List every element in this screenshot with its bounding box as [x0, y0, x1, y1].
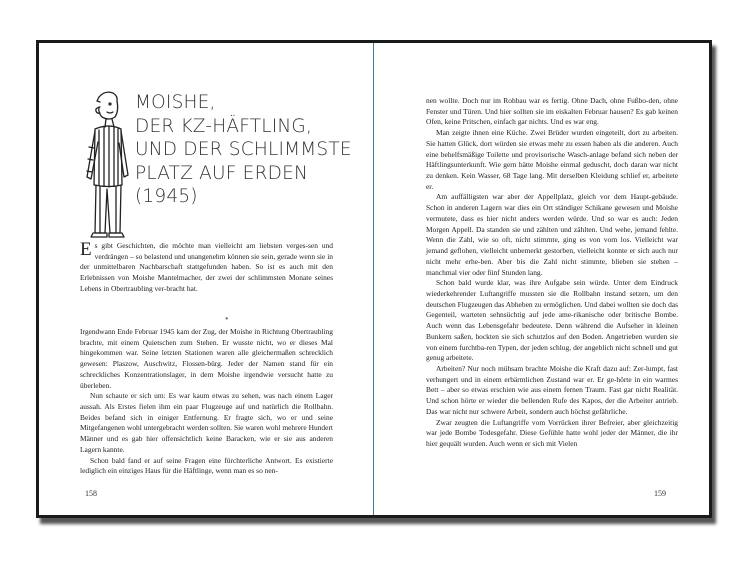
body-paragraph: Am auffälligsten war aber der Appellplatz, gleich vor dem Haupt-gebäude. Schon in anderen Lagern war dies ein Ort ständiger Schikane gewesen und Moishe vermutete, dass es hier nicht anders werden würde. Und so war es auch: Jeden Morgen Appell. Da standen sie und zählten und zählten. Und wehe, jemand fehlte. Wenn die Zahl, wie so oft, nicht stimmte, ging es von vorn los. Vielleicht war jemand geflohen, vielleicht unbemerkt gestorben, vielleicht konnte er sich auch nur nicht mehr erhe-ben. Aber bis die Zahl nicht stimmte, blieben sie stehen – manchmal vier oder fünf Stunden lang. [426, 192, 678, 277]
intro-paragraph-text: s gibt Geschichten, die möchte man vielleicht am liebsten verges-sen und verdrängen – so belastend und unangenehm können sie sein, gerade wenn sie in der unmittelbaren Nachbarschaft stattgefunden haben. So ist es auch mit den Erlebnissen von Moishe Mantelmacher, der zwei der schlimmsten Monate seines Lebens in Obertraubling ver-bracht hat. [80, 241, 333, 293]
right-body-text [426, 96, 678, 450]
section-separator: * [225, 316, 229, 324]
drop-cap: E [80, 239, 92, 260]
body-paragraph: Nun schaute er sich um: Es war kaum etwas zu sehen, was nach einem Lager aussah. Als Erstes fielen ihm ein paar Flugzeuge auf und natürlich die Rollbahn. Beides befand sich in einiger Entfernung. Er fragte sich, wo er und seine Mitgefangenen wohl untergebracht werden sollten. Sie waren wohl mehrere Hundert Männer und es gab hier offensichtlich keine Baracken, wie er sie aus anderen Lagern kannte. [80, 391, 333, 454]
body-paragraph: Schon bald wurde klar, was ihre Aufgabe sein würde. Unter dem Eindruck wiederkehrender Luftangriffe mussten sie die Rollbahn instand setzen, um den deutschen Flugzeugen das Abheben zu ermöglichen. Und dabei wollten sie doch das Gegenteil, warteten sehnsüchtig auf jede ame-rikanische oder britische Bombe. Auch wenn das Lebensgefahr bedeutete. Denn während die Aufseher in kleinen Bunkern saßen, hockten sie sich schutzlos auf den Boden. Angetrieben wurden sie von einem furchtba-ren Typen, der jeden schlug, der angeblich nicht schnell und gut genug arbeitete. [426, 278, 678, 363]
body-paragraph: Man zeigte ihnen eine Küche. Zwei Brüder wurden eingeteilt, dort zu arbeiten. Sie hatten Glück, dort würden sie etwas mehr zu essen haben als die anderen. Auch eine behelfsmäßige Toilette und provisorische Wasch-anlage befand sich neben der Häftlingsunterkunft. Wie gern hätte Moishe einmal geduscht, doch daran war nicht zu denken. Kein Wasser, 68 Tage lang. Mit derselben Kleidung schlief er, arbeitete er. [426, 128, 678, 191]
right-page [374, 43, 712, 515]
chapter-title [135, 91, 355, 209]
left-body-text [80, 327, 333, 477]
chapter-title-line: UND DER SCHLIMMSTE [135, 139, 352, 160]
body-paragraph: Arbeiten? Nur noch mühsam brachte Moishe die Kraft dazu auf: Zer-lumpt, fast verhungert und in einem erbärmlichen Zustand war er. Er ge-hörte in ein warmes Bett – aber so etwas erschien wie aus einem fernen Traum. Fast gar nicht Realität. Und schon hörte er wieder die bellenden Rufe des Kapos, der die Arbeiter antrieb. Das war nicht nur schwere Arbeit, sondern auch höchst gefährliche. [426, 363, 678, 416]
chapter-title-line: (1945) [135, 186, 198, 207]
body-paragraph: Irgendwann Ende Februar 1945 kam der Zug, der Moishe in Richtung Obertraubling brachte, mit einem Quietschen zum Stehen. Er wusste nicht, wo er dieses Mal hingekommen war. Seine letzten Stationen waren alle gleichermaßen schrecklich gewesen: Plaszow, Auschwitz, Flossen-bürg. Jeder der Namen stand für ein schreckliches Konzentrationslager, in dem Moishe irgendwie versucht hatte zu überleben. [80, 327, 333, 390]
prisoner-figure-illustration [83, 87, 131, 247]
chapter-title-line: DER KZ-HÄFTLING, [135, 115, 313, 137]
intro-paragraph [80, 241, 333, 295]
book-spread [36, 40, 712, 518]
intro-text [80, 241, 333, 295]
page-number: 159 [654, 489, 666, 498]
body-paragraph: nen wollte. Doch nur im Rohbau war es fertig. Ohne Dach, ohne Fußbo-den, ohne Fenster und Türen. Und hier sollten sie im eiskalten Februar hausen? Es gab keinen Ofen, keine Pritschen, einfach gar nichts. Und es war eng. [426, 96, 678, 127]
chapter-title-line: MOISHE, [135, 92, 216, 113]
body-paragraph: Zwar zeugten die Luftangriffe vom Vorrücken ihrer Befreier, aber gleichzeitig war jede Bombe Todesgefahr. Diese Gefühle hatte wohl jeder der Männer, die ihr hier gequält wurden. Auch wenn er sich mit Vielen [426, 417, 678, 448]
page-number: 158 [85, 489, 97, 498]
body-paragraph: Schon bald fand er auf seine Fragen eine fürchterliche Antwort. Es existierte lediglich ein einziges Haus für die Häftlinge, wenn man es so nen- [80, 455, 333, 476]
chapter-title-line: PLATZ AUF ERDEN [135, 162, 308, 184]
left-page [39, 43, 373, 515]
